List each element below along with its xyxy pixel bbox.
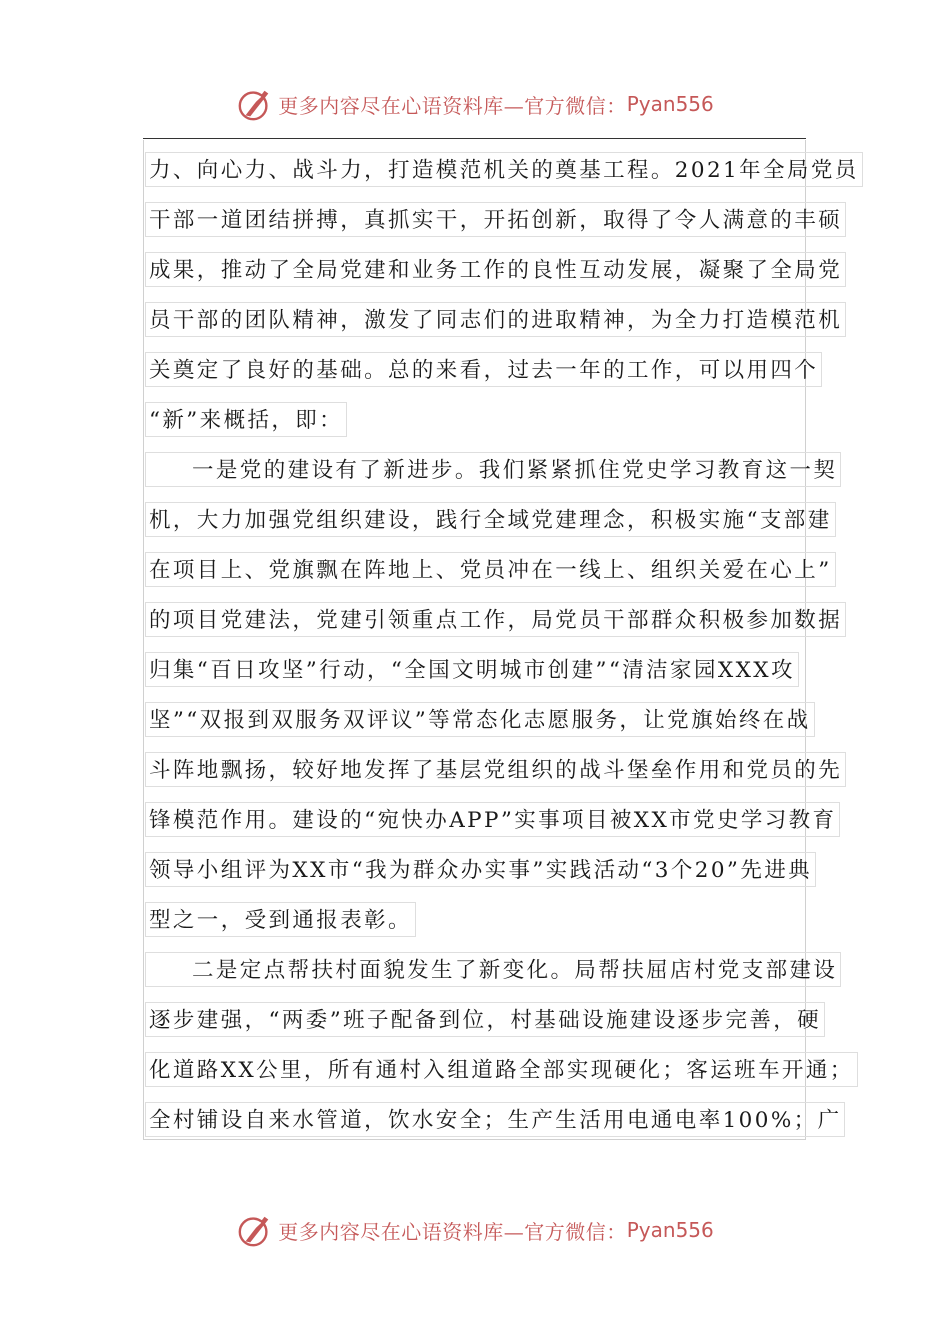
text-line-content: 在项目上、党旗飘在阵地上、党员冲在一线上、组织关爱在心上” bbox=[145, 552, 836, 587]
text-line-content: “新”来概括，即： bbox=[145, 402, 347, 437]
text-line-content: 成果，推动了全局党建和业务工作的良性互动发展，凝聚了全局党 bbox=[145, 252, 846, 287]
text-line bbox=[145, 852, 813, 902]
text-line-content: 全村铺设自来水管道，饮水安全；生产生活用电通电率100%；广 bbox=[145, 1102, 845, 1137]
text-line-content: 的项目党建法，党建引领重点工作，局党员干部群众积极参加数据 bbox=[145, 602, 846, 637]
text-line bbox=[145, 252, 843, 302]
text-line bbox=[145, 902, 805, 952]
paragraph-first-line bbox=[145, 952, 838, 1002]
text-line bbox=[145, 652, 805, 702]
quill-pen-logo-icon bbox=[236, 1211, 274, 1249]
text-line-content: 关奠定了良好的基础。总的来看，过去一年的工作，可以用四个 bbox=[145, 352, 822, 387]
header-banner bbox=[0, 82, 950, 126]
footer-banner-id: Pyan556 bbox=[626, 1218, 714, 1242]
text-line bbox=[145, 802, 837, 852]
text-line-content: 二是定点帮扶村面貌发生了新变化。局帮扶屈店村党支部建设 bbox=[145, 952, 841, 987]
header-banner-text: 更多内容尽在心语资料库—官方微信： bbox=[278, 93, 627, 118]
text-line-content: 干部一道团结拼搏，真抓实干，开拓创新，取得了令人满意的丰硕 bbox=[145, 202, 846, 237]
text-line-content: 型之一，受到通报表彰。 bbox=[145, 902, 416, 937]
header-rule bbox=[143, 138, 806, 139]
text-line-content: 逐步建强，“两委”班子配备到位，村基础设施建设逐步完善，硬 bbox=[145, 1002, 825, 1037]
text-line bbox=[145, 302, 843, 352]
text-line-content: 力、向心力、战斗力，打造模范机关的奠基工程。2021年全局党员 bbox=[145, 152, 863, 187]
text-line bbox=[145, 702, 811, 752]
text-line-content: 化道路XX公里，所有通村入组道路全部实现硬化；客运班车开通； bbox=[145, 1052, 858, 1087]
text-line bbox=[145, 152, 859, 202]
document-body bbox=[145, 152, 859, 1152]
text-line bbox=[145, 1052, 854, 1102]
text-line bbox=[145, 202, 843, 252]
text-line-content: 锋模范作用。建设的“宛快办APP”实事项目被XX市党史学习教育 bbox=[145, 802, 840, 837]
text-line bbox=[145, 402, 805, 452]
paragraph-first-line bbox=[145, 452, 838, 502]
footer-banner bbox=[0, 1208, 950, 1252]
text-line bbox=[145, 352, 819, 402]
header-banner-id: Pyan556 bbox=[626, 92, 714, 116]
quill-pen-logo-icon bbox=[236, 85, 274, 123]
text-line-content: 员干部的团队精神，激发了同志们的进取精神，为全力打造模范机 bbox=[145, 302, 846, 337]
text-line-content: 斗阵地飘扬，较好地发挥了基层党组织的战斗堡垒作用和党员的先 bbox=[145, 752, 846, 787]
text-line-content: 坚”“双报到双服务双评议”等常态化志愿服务，让党旗始终在战 bbox=[145, 702, 815, 737]
footer-banner-text: 更多内容尽在心语资料库—官方微信： bbox=[278, 1219, 627, 1244]
text-line bbox=[145, 1002, 822, 1052]
text-line-content: 归集“百日攻坚”行动，“全国文明城市创建”“清洁家园XXX攻 bbox=[145, 652, 799, 687]
text-line-content: 一是党的建设有了新进步。我们紧紧抓住党史学习教育这一契 bbox=[145, 452, 841, 487]
text-line bbox=[145, 552, 832, 602]
text-line-content: 领导小组评为XX市“我为群众办实事”实践活动“3个20”先进典 bbox=[145, 852, 816, 887]
text-line bbox=[145, 1102, 842, 1152]
text-line-content: 机，大力加强党组织建设，践行全域党建理念，积极实施“支部建 bbox=[145, 502, 836, 537]
text-line bbox=[145, 502, 832, 552]
text-line bbox=[145, 602, 843, 652]
text-line bbox=[145, 752, 843, 802]
